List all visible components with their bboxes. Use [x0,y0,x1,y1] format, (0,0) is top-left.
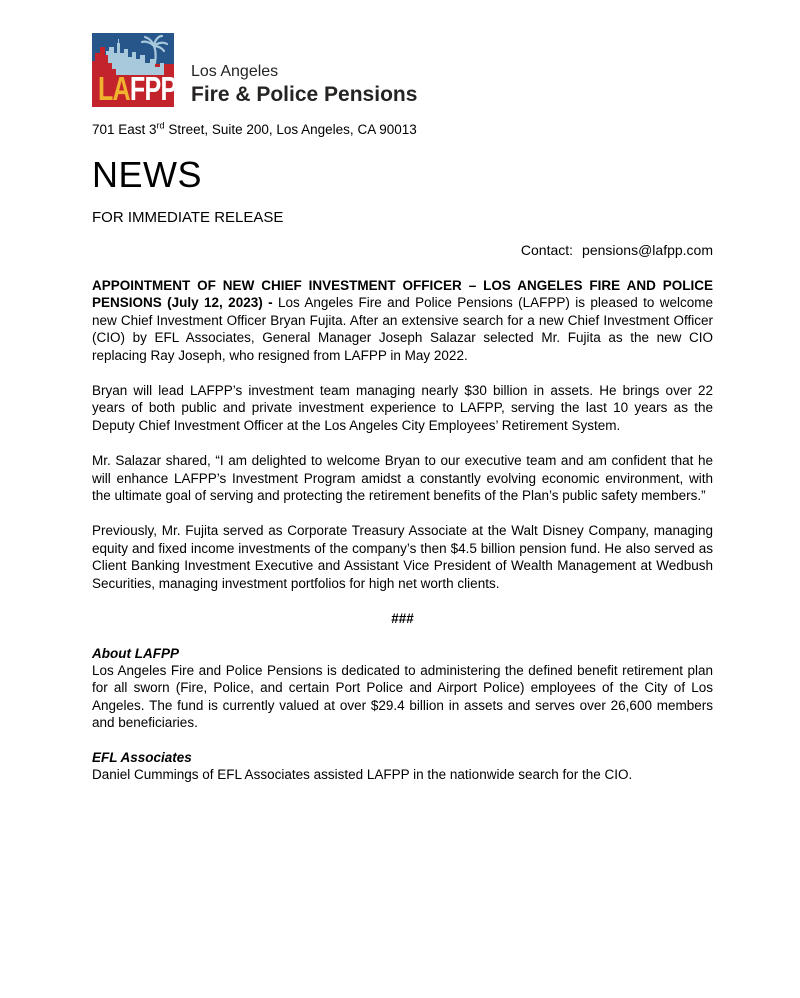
about-lafpp-heading: About LAFPP [92,645,179,661]
paragraph-fujita-background: Previously, Mr. Fujita served as Corporate Treasury Associate at the Walt Disney Company, managing equity and fixed income investments of the company’s then $4.5 billion pension fund. He also served as Client Banking Investment Executive and Assistant Vice President of Wealth Management at Wedbush Securities, managing investment portfolios for high net worth clients. [92,523,713,591]
efl-associates-paragraph: Daniel Cummings of EFL Associates assisted LAFPP in the nationwide search for the CIO. [92,766,633,782]
contact-label: Contact: [520,242,574,258]
news-title: NEWS [92,154,202,195]
paragraph-investment-team: Bryan will lead LAFPP’s investment team managing nearly $30 billion in assets. He brings over 22 years of both public and private investment experience to LAFPP, serving the last 10 years as the Deputy Chief Investment Officer at the Los Angeles City Employees’ Retirement System. [92,383,713,433]
efl-associates-heading: EFL Associates [92,749,192,765]
paragraph-salazar-quote: Mr. Salazar shared, “I am delighted to welcome Bryan to our executive team and am confident that he will enhance LAFPP’s Investment Program amidst a constantly evolving economic environment, with the ultimate goal of serving and protecting the retirement benefits of the Plan’s public safety members.” [92,453,713,504]
brand-text [191,33,417,108]
contact-email: pensions@lafpp.com [582,242,713,258]
lafpp-logo [92,33,177,107]
document-content [92,0,713,783]
end-separator-hashes: ### [391,611,414,627]
brand-name-line2: Fire & Police Pensions [191,83,418,106]
logo-acronym [98,72,176,105]
headline-paragraph [92,277,713,364]
logo-acronym-fpp: FPP [129,70,177,107]
address-ordinal-sup: rd [156,120,165,131]
logo-acronym-la: LA [98,70,130,107]
brand-header [92,33,713,108]
headline-paragraph-rest: Los Angeles Fire and Police Pensions (LAFPP) is pleased to welcome new Chief Investment Officer Bryan Fujita. After an extensive search for a new Chief Investment Officer (CIO) by EFL Associates, General Manager Joseph Salazar selected Mr. Fujita as the new CIO replacing Ray Joseph, who resigned from LAFPP in May 2022. [92,295,714,363]
brand-name-line1: Los Angeles [191,63,279,80]
address-pre: 701 East 3 [92,122,157,137]
contact-line [92,241,713,259]
release-line: FOR IMMEDIATE RELEASE [92,209,284,226]
address-line [92,121,713,139]
headline-bold-lead: APPOINTMENT OF NEW CHIEF INVESTMENT OFFICER – LOS ANGELES FIRE AND POLICE PENSIONS (July 12, 2023) - [92,278,713,311]
about-lafpp-paragraph: Los Angeles Fire and Police Pensions is dedicated to administering the defined benefit retirement plan for all sworn (Fire, Police, and certain Port Police and Airport Police) employees of the City of Los Angeles. The fund is currently valued at over $29.4 billion in assets and serves over 26,600 members and beneficiaries. [92,662,713,731]
address-post: Street, Suite 200, Los Angeles, CA 90013 [164,122,417,137]
